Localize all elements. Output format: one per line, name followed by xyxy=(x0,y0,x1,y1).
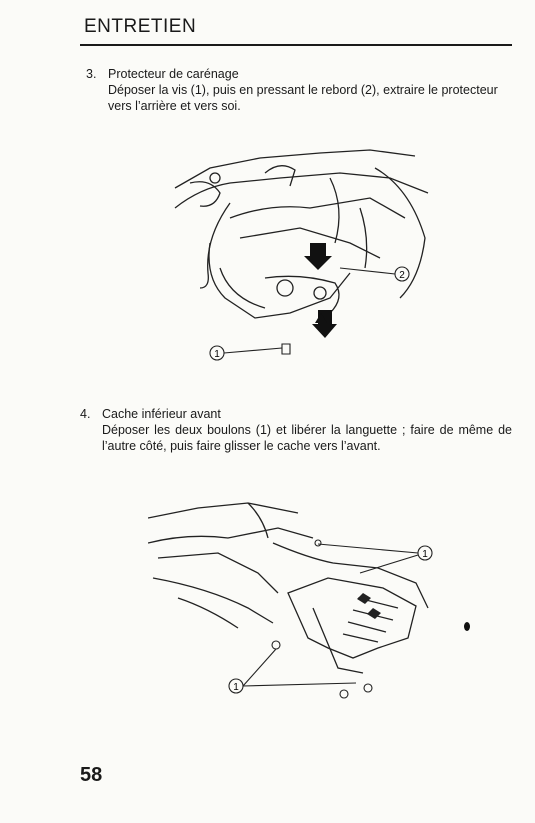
step-title: Protecteur de carénage xyxy=(108,67,239,81)
step-text: Déposer les deux boulons (1) et libérer la languette ; faire de même de l’autre côté, puis faire glisser le cache vers l’avant. xyxy=(102,423,512,453)
fairing-protector-illustration xyxy=(170,148,432,368)
step-number: 3. xyxy=(86,67,97,81)
step-number: 4. xyxy=(80,407,91,421)
print-speck xyxy=(464,622,470,631)
callout-1-upper: 1 xyxy=(422,549,428,560)
step-text: Déposer la vis (1), puis en pressant le rebord (2), extraire le protecteur vers l’arrière et vers soi. xyxy=(108,83,498,113)
callout-2: 2 xyxy=(399,270,405,281)
callout-1-lower: 1 xyxy=(233,682,239,693)
header-title: ENTRETIEN xyxy=(84,16,197,37)
header-rule xyxy=(80,44,512,46)
page-number: 58 xyxy=(80,764,103,786)
front-lower-cover-illustration xyxy=(148,498,448,708)
callout-1: 1 xyxy=(214,349,220,360)
step-title: Cache inférieur avant xyxy=(102,407,221,421)
